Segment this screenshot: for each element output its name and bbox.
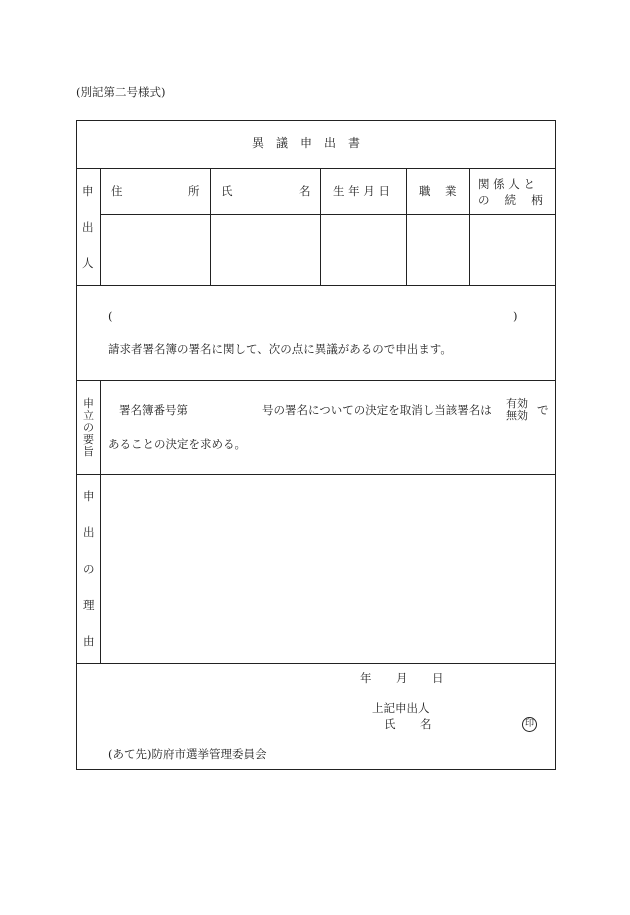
addressee: (あて先)防府市選挙管理委員会 (108, 747, 267, 761)
applicant-side-label-3: 人 (82, 256, 94, 270)
occupation-header-char-2: 業 (445, 184, 457, 198)
request-line1-suffix: で (537, 403, 549, 417)
applicant-name-entry[interactable] (440, 715, 516, 733)
applicant-side-label-1: 申 (82, 184, 94, 198)
objection-close-paren: ) (513, 309, 518, 323)
reason-side-label-3: の (83, 562, 95, 576)
rule-side-request (100, 380, 101, 474)
address-header-char-2: 所 (188, 184, 200, 198)
request-line1-middle: 号の署名についての決定を取消し当該署名は (262, 403, 492, 417)
request-line2: あることの決定を求める。 (108, 437, 246, 451)
rule-below-applicant (76, 285, 556, 286)
request-side-label-3: の (83, 421, 94, 434)
address-header-char-1: 住 (111, 184, 123, 198)
form-number: (別記第二号様式) (76, 85, 166, 99)
signature-number-entry[interactable] (196, 402, 256, 418)
footer-name-char-2: 名 (420, 717, 432, 731)
relation-entry-cell[interactable] (470, 215, 555, 284)
rule-below-objection (76, 380, 556, 381)
address-entry-cell[interactable] (101, 215, 209, 284)
relation-header-line-1: 関 係 人 と (478, 177, 535, 191)
rule-below-reason (76, 663, 556, 664)
form-title: 異 議 申 出 書 (252, 136, 361, 150)
birthdate-header: 生 年 月 日 (333, 184, 390, 198)
reason-side-label-4: 理 (83, 598, 95, 612)
reason-entry-area[interactable] (101, 475, 555, 662)
name-header-char-1: 氏 (221, 184, 233, 198)
occupation-entry-cell[interactable] (407, 215, 468, 284)
reason-side-label-2: 出 (83, 525, 95, 539)
objection-open-paren: ( (108, 309, 113, 323)
date-day-label: 日 (432, 671, 444, 685)
request-line1-prefix: 署名簿番号第 (119, 403, 188, 417)
objection-statement: 請求者署名簿の署名に関して、次の点に異議があるので申出ます。 (108, 342, 452, 356)
option-invalid[interactable]: 無効 (506, 409, 528, 422)
occupation-header-char-1: 職 (419, 184, 431, 198)
birthdate-entry-cell[interactable] (321, 215, 405, 284)
reason-side-label-1: 申 (83, 489, 95, 503)
objection-paren-entry[interactable] (118, 307, 508, 327)
rule-below-title (76, 168, 556, 169)
relation-header-line-2: の 続 柄 (478, 193, 543, 207)
seal-mark-icon: 印 (522, 717, 537, 732)
date-month-label: 月 (396, 671, 408, 685)
request-side-label-1: 申 (83, 397, 94, 410)
applicant-side-label-2: 出 (82, 220, 94, 234)
date-year-label: 年 (360, 671, 372, 685)
footer-name-char-1: 氏 (384, 717, 396, 731)
request-side-label-5: 旨 (83, 445, 94, 458)
request-side-label-4: 要 (83, 433, 94, 446)
reason-side-label-5: 由 (83, 634, 95, 648)
request-side-label-2: 立 (83, 409, 94, 422)
applicant-caption: 上記申出人 (372, 701, 430, 715)
option-valid[interactable]: 有効 (506, 397, 528, 410)
name-header-char-2: 名 (299, 184, 311, 198)
name-entry-cell[interactable] (211, 215, 319, 284)
